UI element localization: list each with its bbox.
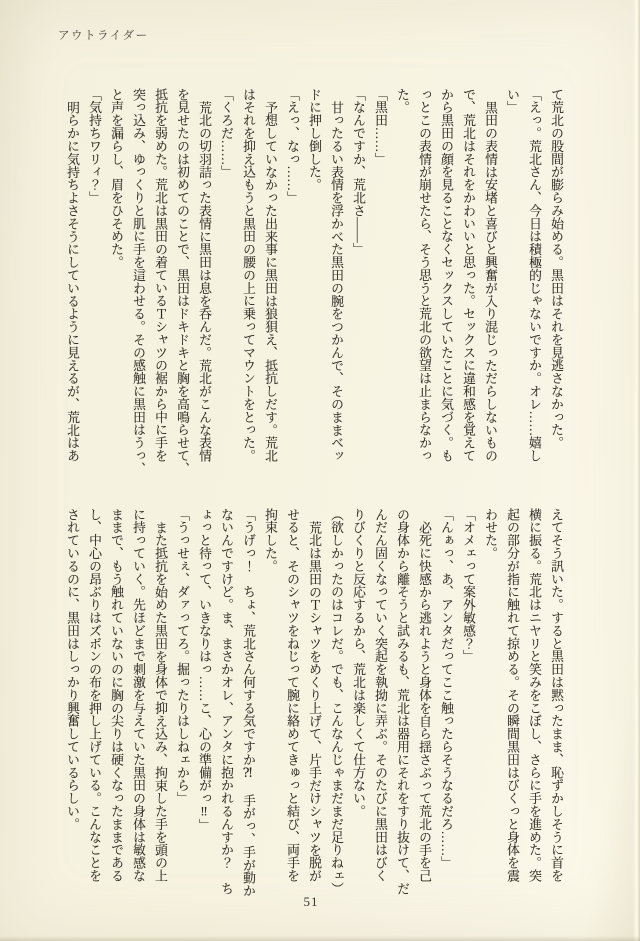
page-header-title: アウトライダー — [58, 30, 149, 42]
text-column: ょっと待って、いきなりはっ……こ、心の準備がっ‼」 — [197, 508, 211, 832]
text-column: わせた。 — [483, 508, 497, 560]
text-column: 「黒田……」 — [373, 88, 387, 166]
text-column: 拘束した。 — [263, 508, 277, 573]
text-column: はそれを抑え込もうと黒田の腰の上に乗ってマウントをとった。 — [241, 88, 255, 463]
text-column: ままで、もう触れていないのに胸の尖りは硬くなったままである — [109, 508, 123, 883]
text-block-top — [60, 88, 567, 492]
text-column: に持っていく。先ほどまで刺激を与えていた黒田の身体は敏感な — [131, 508, 145, 883]
text-column: ないんですけど。ま、まさかオレ、アンタに抱かれるんすか？ ち — [219, 508, 233, 895]
text-column: んだん固くなっていく突起を執拗に弄ぶ。そのたびに黒田はびく — [373, 508, 387, 883]
text-column: 明らかに気持ちよさそうにしているように見えるが、荒北はあ — [65, 100, 79, 462]
text-column: た。 — [395, 88, 409, 114]
text-column: 起の部分が指に触れて掠める。その瞬間黒田はびくっと身体を震 — [505, 508, 519, 883]
text-column: えてそう訊いた。すると黒田は黙ったまま、恥ずかしそうに首を — [549, 508, 563, 883]
text-column: 「オメェって案外敏感？」 — [461, 508, 475, 663]
text-column: い」 — [505, 88, 519, 114]
text-column: から黒田の顔を見ることなくセックスしていたことに気づく。も — [439, 88, 453, 463]
text-column: 「んぁっ、あ、アンタだってここ触ったらそうなるだろ……」 — [439, 508, 453, 870]
page-edge-highlight — [633, 0, 640, 941]
text-column: 「えっ、なっ……」 — [285, 88, 299, 205]
text-column: 荒北は黒田のＴシャツをめくり上げて、片手だけシャツを脱が — [307, 520, 321, 882]
text-column: 突っ込み、ゆっくりと肌に手を這わせる。その感触に黒田はうっ、 — [131, 88, 145, 475]
text-column: と声を漏らし、眉をひそめた。 — [109, 88, 123, 269]
text-column: 予想していなかった出来事に黒田は狼狽え、抵抗しだす。荒北 — [263, 100, 277, 462]
text-column: で、荒北はそれをかわいいと思った。セックスに違和感を覚えて — [461, 88, 475, 463]
text-column: 「気持ちワリィ？」 — [87, 88, 101, 205]
page-number: 51 — [303, 894, 319, 909]
text-column: し、中心の昂ぶりはズボンの布を押し上げている。こんなことを — [87, 508, 101, 883]
text-column: 「うっせぇ、ダァってろ。掘ったりはしねェから」 — [175, 508, 189, 805]
text-block-bottom — [60, 508, 567, 906]
text-column: 「えっ。荒北さん、今日は積極的じゃないですか。オレ……嬉し — [527, 88, 541, 463]
text-column: 「なんですか、荒北さ――」 — [351, 88, 365, 256]
text-column: ドに押し倒した。 — [307, 88, 321, 192]
text-column: 黒田の表情は安堵と喜びと興奮が入り混じっただらしないもの — [483, 100, 497, 462]
text-column: また抵抗を始めた黒田を身体で抑え込み、拘束した手を頭の上 — [153, 520, 167, 882]
text-column: 「うげっ！ ちょ、荒北さん何する気ですか⁈ 手がっ、手が動か — [241, 508, 255, 898]
text-column: 必死に快感から逃れようと身体を自ら揺さぶって荒北の手を己 — [417, 520, 431, 882]
text-column: せると、そのシャツをねじって腕に絡めてきゅっと結び、両手を — [285, 508, 299, 883]
text-column: 荒北の切羽詰った表情に黒田は息を呑んだ。荒北がこんな表情 — [197, 100, 211, 462]
text-column: （欲しかったのはコレだ。でも、こんなんじゃまだまだ足りねェ） — [329, 508, 343, 895]
text-column: の身体から離そうと試みるも、荒北は器用にそれをすり抜けて、だ — [395, 508, 409, 895]
text-column: されているのに、黒田はしっかり興奮しているらしい。 — [65, 508, 79, 831]
text-column: 抵抗を弱めた。荒北は黒田の着ているＴシャツの裾から中に手を — [153, 88, 167, 463]
text-column: 横に振る。荒北はニヤリと笑みをこぼし、さらに手を進めた。突 — [527, 508, 541, 883]
text-column: りびくりと反応するから、荒北は楽しくて仕方ない。 — [351, 508, 365, 818]
text-column: 甘ったるい表情を浮かべた黒田の腕をつかんで、そのままベッ — [329, 100, 343, 462]
text-column: っとこの表情が崩せたら、そう思うと荒北の欲望は止まらなかっ — [417, 88, 431, 463]
text-column: を見せたのは初めてのことで、黒田はドキドキと胸を高鳴らせて、 — [175, 88, 189, 475]
text-column: 「くろだ……」 — [219, 88, 233, 179]
text-column: て荒北の股間が膨らみ始める。黒田はそれを見逃さなかった。 — [549, 88, 563, 450]
page-edge-shadow — [0, 936, 640, 941]
